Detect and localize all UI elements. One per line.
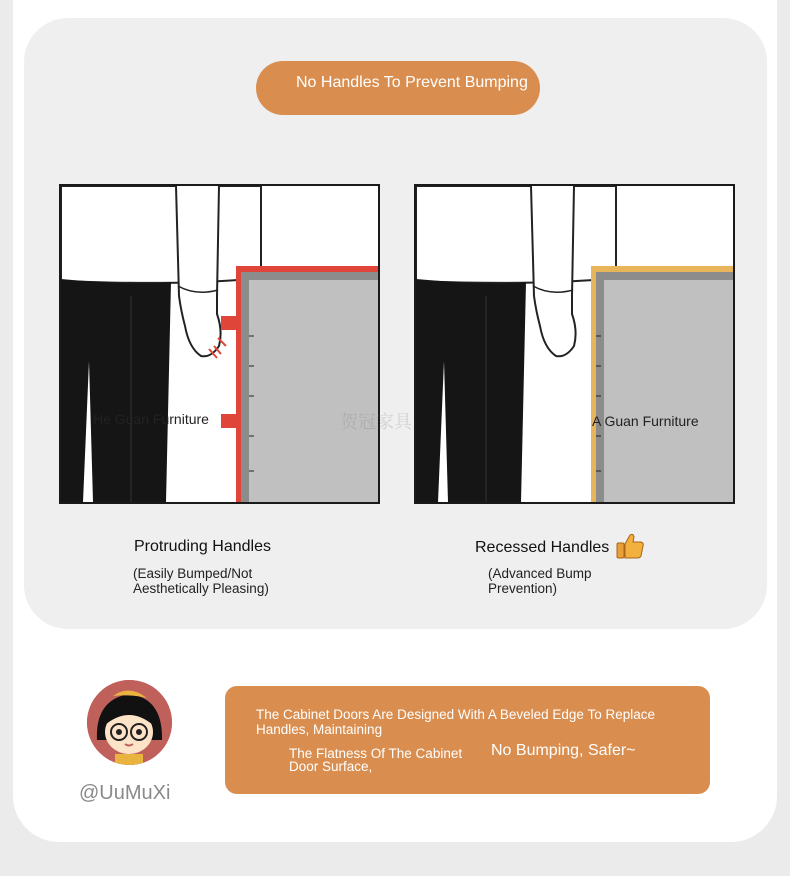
recessed-handles-drawing [416, 186, 733, 502]
protruding-handles-drawing [61, 186, 378, 502]
banner-line-2: The Flatness Of The Cabinet Door Surface, [289, 746, 463, 774]
banner-line-3: No Bumping, Safer~ [491, 742, 636, 759]
avatar [87, 680, 172, 765]
recessed-handles-illustration [414, 184, 735, 504]
center-watermark: 贺冠家具 [340, 412, 412, 432]
title-pill-text: No Handles To Prevent Bumping [296, 74, 528, 91]
protruding-handles-subtitle: (Easily Bumped/Not Aesthetically Pleasing) [133, 566, 269, 596]
info-banner [225, 686, 710, 794]
illustration-watermark-right: A Guan Furniture [592, 413, 699, 429]
banner-line-1: The Cabinet Doors Are Designed With A Beveled Edge To Replace Handles, Maintaining [256, 707, 655, 737]
illustration-watermark-left: He Guan Furniture [93, 411, 209, 427]
cartoon-girl-avatar [87, 680, 172, 765]
title-pill [256, 61, 540, 115]
thumbs-up-icon [615, 531, 645, 566]
recessed-handles-title: Recessed Handles [475, 539, 610, 556]
protruding-handles-illustration [59, 184, 380, 504]
recessed-handles-subtitle: (Advanced Bump Prevention) [488, 566, 592, 596]
profile-handle: @UuMuXi [79, 782, 171, 804]
protruding-handles-title: Protruding Handles [134, 538, 271, 555]
